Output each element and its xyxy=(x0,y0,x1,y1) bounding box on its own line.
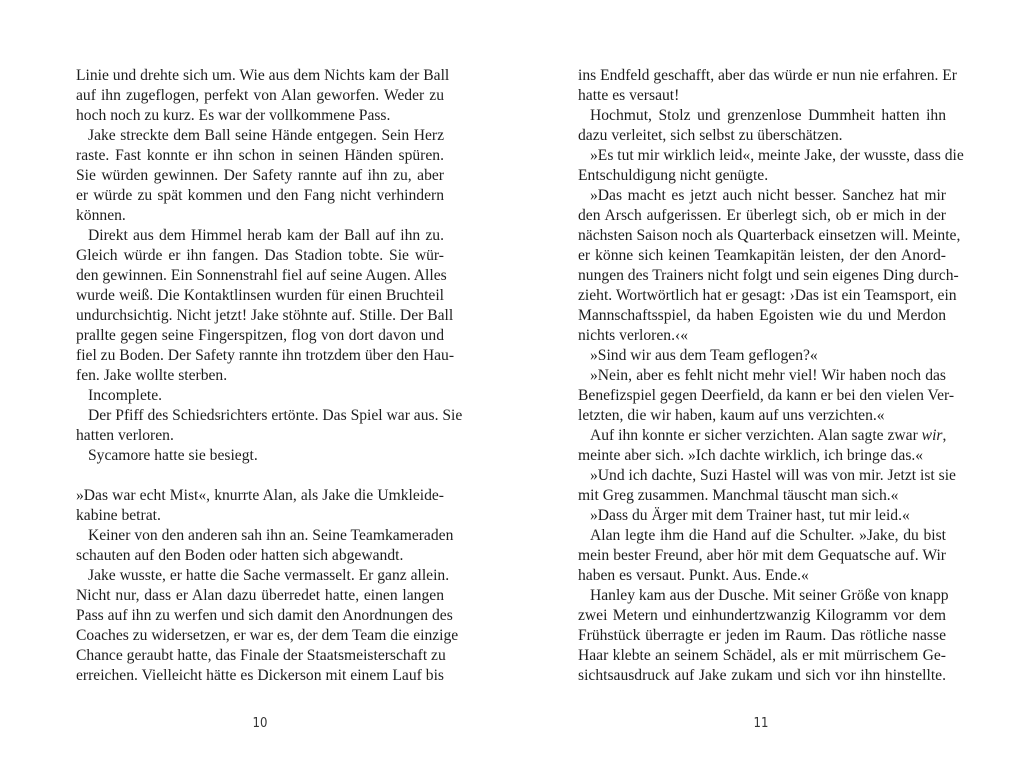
text-line: Jake streckte dem Ball seine Hände entgegen. Sein Herz xyxy=(88,127,444,144)
text-line: nungen des Trainers nicht folgt und sein eigenes Ding durch- xyxy=(578,267,959,284)
text-line: Incomplete. xyxy=(88,387,163,404)
text-line: Sie würden gewinnen. Der Safety rannte auf ihn zu, aber xyxy=(76,167,444,184)
text-line: auf ihn zugeflogen, perfekt von Alan geworfen. Weder zu xyxy=(76,87,444,104)
text-line: meinte aber sich. »Ich dachte wirklich, ich bringe das.« xyxy=(578,447,924,464)
text-segment: , xyxy=(942,427,947,444)
text-line: »Das macht es jetzt auch nicht besser. Sanchez hat mir xyxy=(590,187,946,204)
text-line: hatten verloren. xyxy=(76,427,174,444)
text-line: Der Pfiff des Schiedsrichters ertönte. Das Spiel war aus. Sie xyxy=(88,407,463,424)
text-line: raste. Fast konnte er ihn schon in seinen Händen spüren. xyxy=(76,147,444,164)
text-line: nächsten Saison noch als Quarterback einsetzen will. Meinte, xyxy=(578,227,961,244)
text-line: Nicht nur, dass er Alan dazu überredet hatte, einen langen xyxy=(76,587,444,604)
text-line: »Und ich dachte, Suzi Hastel will was von mir. Jetzt ist sie xyxy=(590,467,956,484)
text-line: »Das war echt Mist«, knurrte Alan, als Jake die Umkleide- xyxy=(76,487,444,504)
text-line: Jake wusste, er hatte die Sache vermasselt. Er ganz allein. xyxy=(88,567,450,584)
text-line: den gewinnen. Ein Sonnenstrahl fiel auf seine Augen. Alles xyxy=(76,267,447,284)
text-line: Linie und drehte sich um. Wie aus dem Nichts kam der Ball xyxy=(76,67,450,84)
text-line: mit Greg zusammen. Manchmal täuscht man sich.« xyxy=(578,487,899,504)
right-page xyxy=(578,66,964,686)
text-line: »Nein, aber es fehlt nicht mehr viel! Wir haben noch das xyxy=(590,367,946,384)
text-line: Coaches zu widersetzen, er war es, der dem Team die einzige xyxy=(76,627,459,644)
text-line: mein bester Freund, aber hör mit dem Gequatsche auf. Wir xyxy=(578,547,946,564)
right-page-text xyxy=(578,66,964,686)
text-line: er könne sich keinen Teamkapitän leisten, der den Anord- xyxy=(578,247,946,264)
page-number-right: 11 xyxy=(753,716,769,731)
text-line: zieht. Wortwörtlich hat er gesagt: ›Das ist ein Teamsport, ein xyxy=(578,287,957,304)
text-line: prallte gegen seine Fingerspitzen, flog von dort davon und xyxy=(76,327,444,344)
text-line: fiel zu Boden. Der Safety rannte ihn trotzdem über den Hau- xyxy=(76,347,455,364)
text-line: haben es versaut. Punkt. Aus. Ende.« xyxy=(578,567,809,584)
text-line: Benefizspiel gegen Deerfield, da kann er bei den vielen Ver- xyxy=(578,387,955,404)
text-line: Pass auf ihn zu werfen und sich damit den Anordnungen des xyxy=(76,607,453,624)
left-page-text xyxy=(76,66,463,686)
page-number-left: 10 xyxy=(252,716,268,731)
text-line: Haar klebte an seinem Schädel, als er mit mürrischem Ge- xyxy=(578,647,946,664)
text-line: er würde zu spät kommen und den Fang nicht verhindern xyxy=(76,187,444,204)
text-line: Gleich würde er ihn fangen. Das Stadion tobte. Sie wür- xyxy=(76,247,444,264)
text-line: hatte es versaut! xyxy=(578,87,680,104)
text-line: wurde weiß. Die Kontaktlinsen wurden für einen Bruchteil xyxy=(76,287,444,304)
text-line: fen. Jake wollte sterben. xyxy=(76,367,228,384)
text-line: Keiner von den anderen sah ihn an. Seine Teamkameraden xyxy=(88,527,454,544)
text-line: »Dass du Ärger mit dem Trainer hast, tut mir leid.« xyxy=(590,507,910,524)
text-line: dazu verleitet, sich selbst zu überschätzen. xyxy=(578,127,843,144)
text-line: »Es tut mir wirklich leid«, meinte Jake, der wusste, dass die xyxy=(590,147,964,164)
text-line: können. xyxy=(76,207,126,224)
text-line: Sycamore hatte sie besiegt. xyxy=(88,447,258,464)
text-line: Hanley kam aus der Dusche. Mit seiner Größe von knapp xyxy=(590,587,949,604)
left-page xyxy=(76,66,463,686)
text-line: Frühstück überragte er jeden im Raum. Das rötliche nasse xyxy=(578,627,946,644)
emphasis: wir xyxy=(921,427,943,444)
text-line: »Sind wir aus dem Team geflogen?« xyxy=(590,347,818,364)
text-line: nichts verloren.‹« xyxy=(578,327,688,344)
text-line: undurchsichtig. Nicht jetzt! Jake stöhnte auf. Stille. Der Ball xyxy=(76,307,454,324)
text-line: ins Endfeld geschafft, aber das würde er nun nie erfahren. Er xyxy=(578,67,958,84)
text-line: Hochmut, Stolz und grenzenlose Dummheit hatten ihn xyxy=(590,107,946,124)
text-line: hoch noch zu kurz. Es war der vollkommene Pass. xyxy=(76,107,391,124)
text-line: Direkt aus dem Himmel herab kam der Ball auf ihn zu. xyxy=(88,227,444,244)
text-line: Mannschaftsspiel, da haben Egoisten wie du und Merdon xyxy=(578,307,946,324)
text-line xyxy=(578,426,946,446)
text-segment: Auf ihn konnte er sicher verzichten. Alan sagte zwar xyxy=(590,427,922,444)
text-line: Entschuldigung nicht genügte. xyxy=(578,167,769,184)
text-line: zwei Metern und einhundertzwanzig Kilogramm vor dem xyxy=(578,607,946,624)
text-line: schauten auf den Boden oder hatten sich abgewandt. xyxy=(76,547,404,564)
text-line: kabine betrat. xyxy=(76,507,161,524)
text-line: Alan legte ihm die Hand auf die Schulter. »Jake, du bist xyxy=(590,527,946,544)
text-line: sichtsausdruck auf Jake zukam und sich vor ihn hinstellte. xyxy=(578,667,946,684)
text-line: erreichen. Vielleicht hätte es Dickerson mit einem Lauf bis xyxy=(76,667,444,684)
text-line: letzten, die wir haben, kaum auf uns verzichten.« xyxy=(578,407,885,424)
text-line: den Arsch aufgerissen. Er überlegt sich, ob er mich in der xyxy=(578,207,946,224)
text-line: Chance geraubt hatte, das Finale der Staatsmeisterschaft zu xyxy=(76,647,446,664)
